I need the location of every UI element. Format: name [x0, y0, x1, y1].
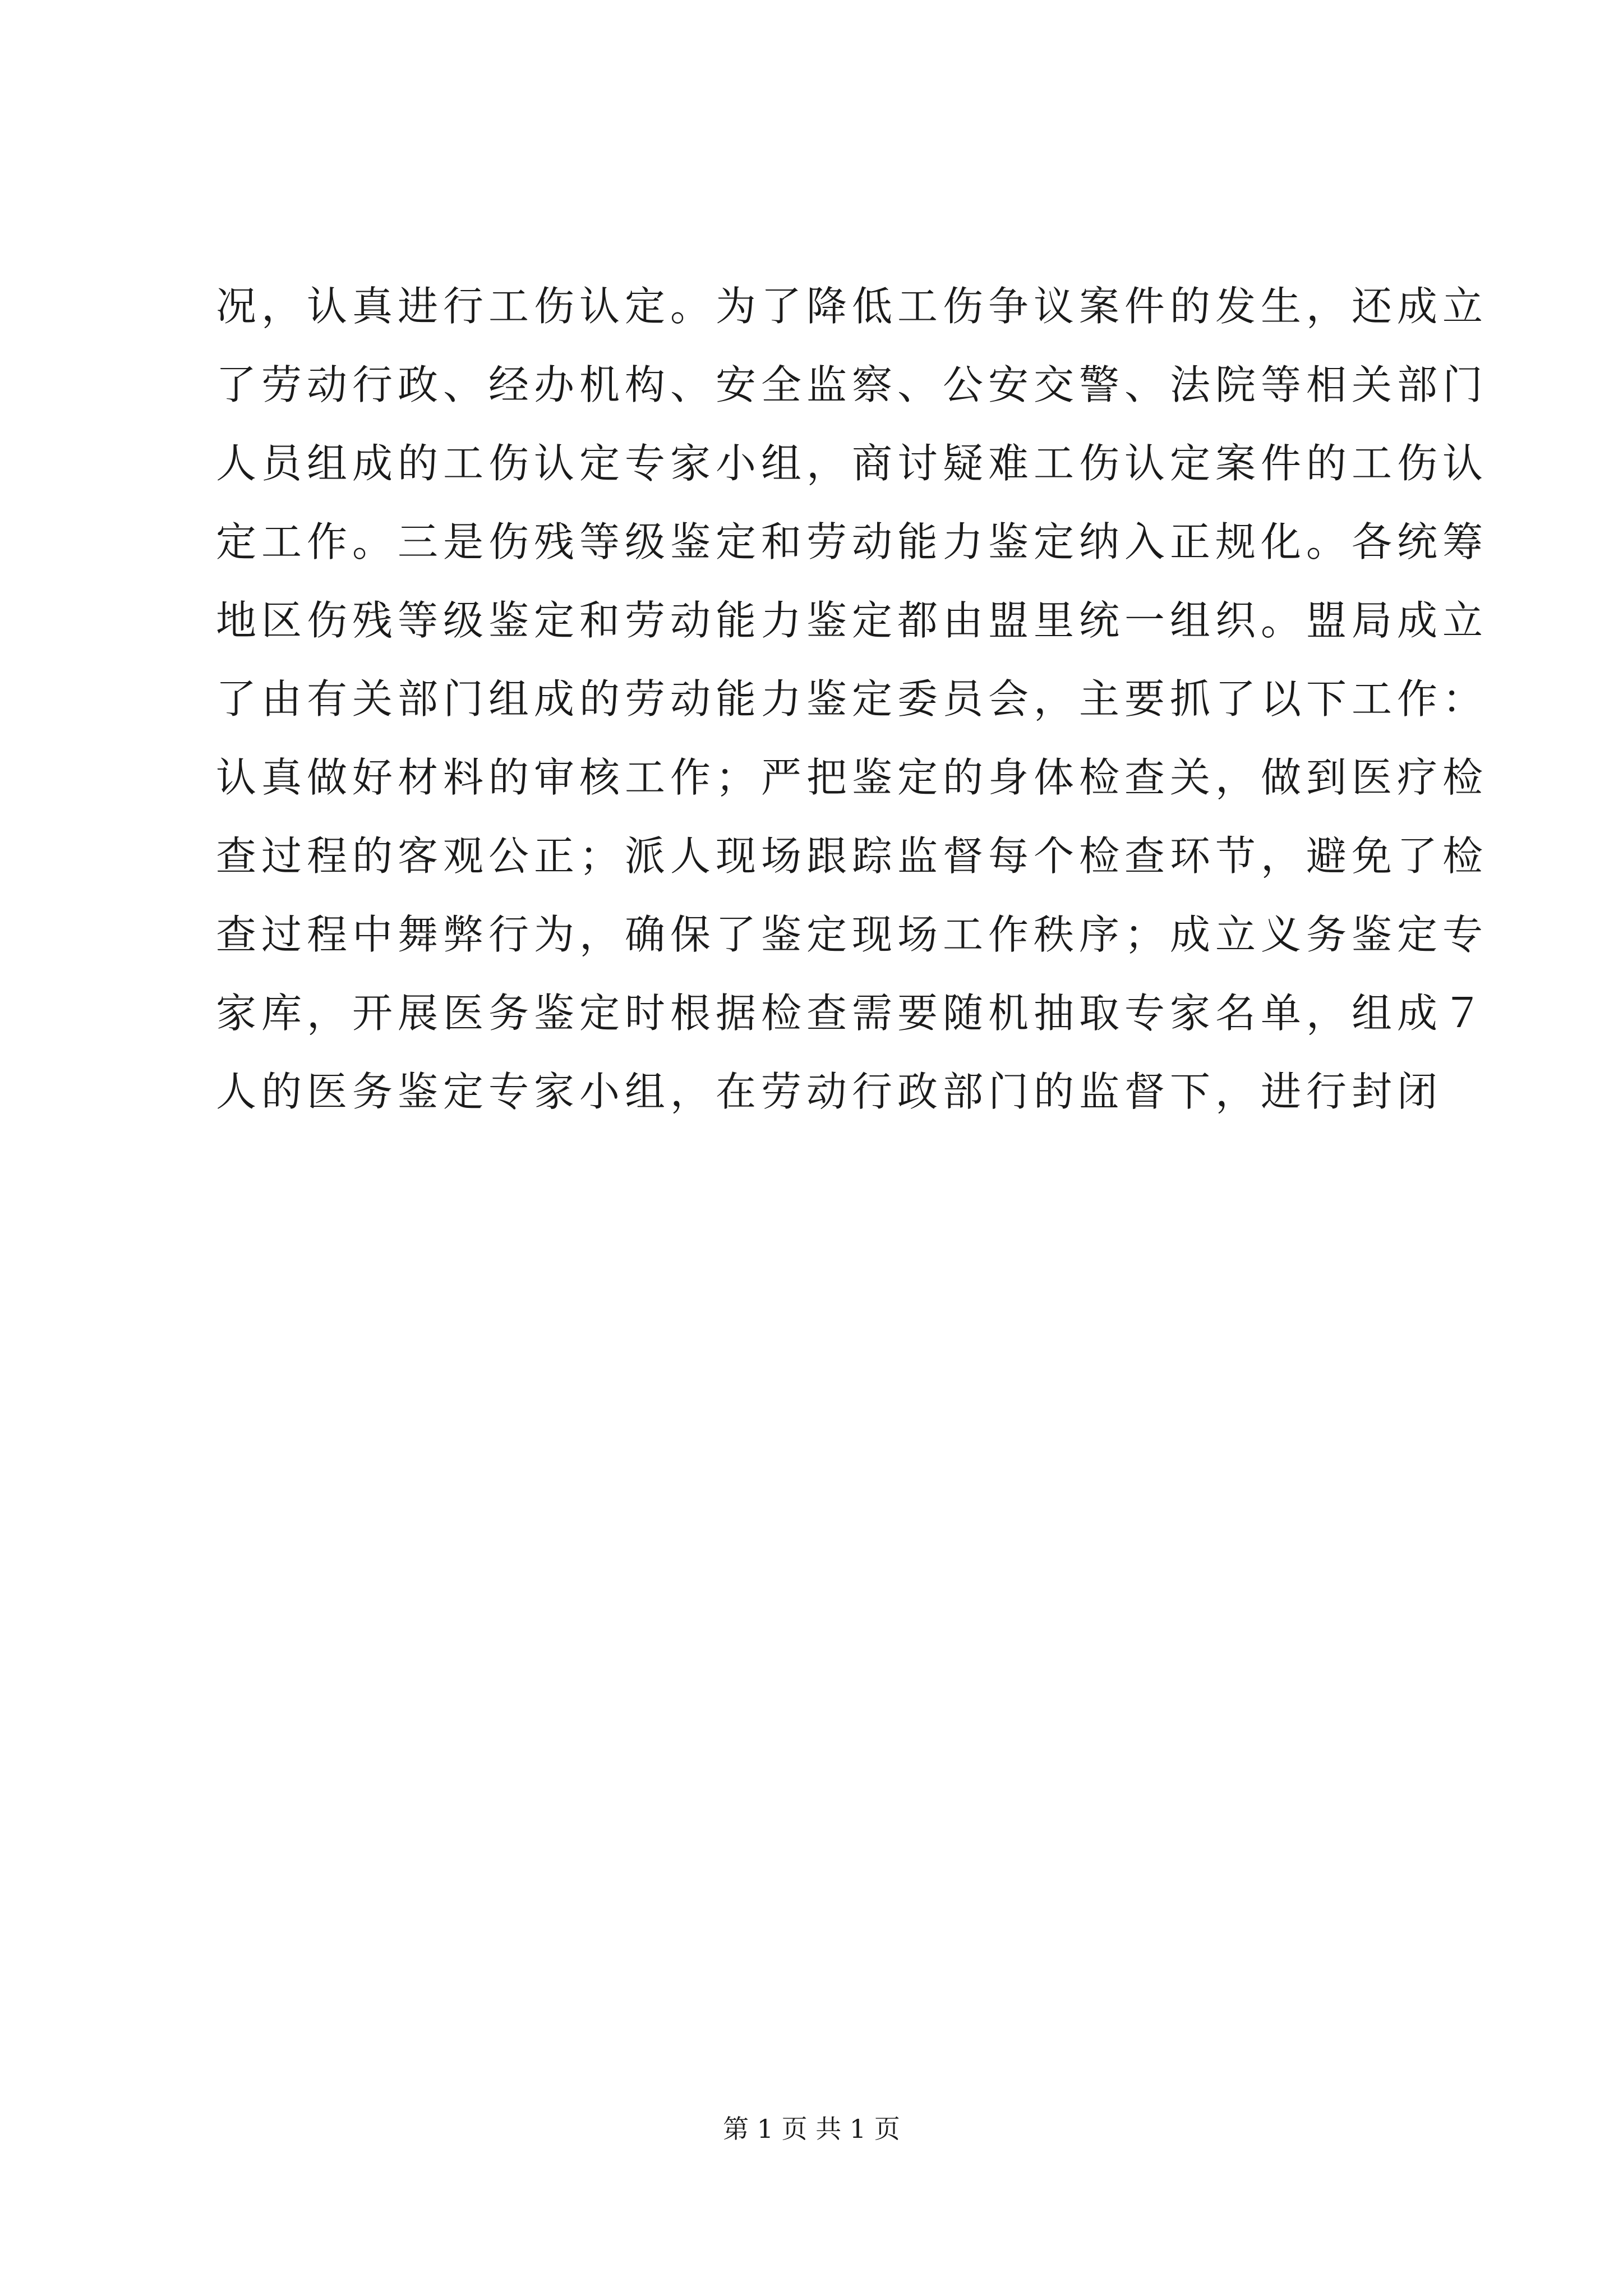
text-line: 了劳动行政、经办机构、安全监察、公安交警、法院等相关部门 [216, 361, 1488, 408]
text-line: 查过程中舞弊行为，确保了鉴定现场工作秩序；成立义务鉴定专 [216, 911, 1488, 958]
text-line: 了由有关部门组成的劳动能力鉴定委员会，主要抓了以下工作： [216, 675, 1488, 723]
text-line: 定工作。三是伤残等级鉴定和劳动能力鉴定纳入正规化。各统筹 [216, 518, 1488, 565]
text-line: 家库，开展医务鉴定时根据检查需要随机抽取专家名单，组成７ [216, 990, 1488, 1037]
body-paragraph [216, 267, 1488, 1131]
text-line: 认真做好材料的审核工作；严把鉴定的身体检查关，做到医疗检 [216, 754, 1488, 801]
text-line: 地区伤残等级鉴定和劳动能力鉴定都由盟里统一组织。盟局成立 [216, 597, 1488, 644]
text-line: 人员组成的工伤认定专家小组，商讨疑难工伤认定案件的工伤认 [216, 440, 1488, 487]
page-number-footer: 第 1 页 共 1 页 [723, 2114, 900, 2144]
text-line: 查过程的客观公正；派人现场跟踪监督每个检查环节，避免了检 [216, 832, 1488, 880]
text-line: 人的医务鉴定专家小组，在劳动行政部门的监督下，进行封闭 [216, 1068, 1443, 1115]
text-line: 况，认真进行工伤认定。为了降低工伤争议案件的发生，还成立 [216, 283, 1488, 330]
